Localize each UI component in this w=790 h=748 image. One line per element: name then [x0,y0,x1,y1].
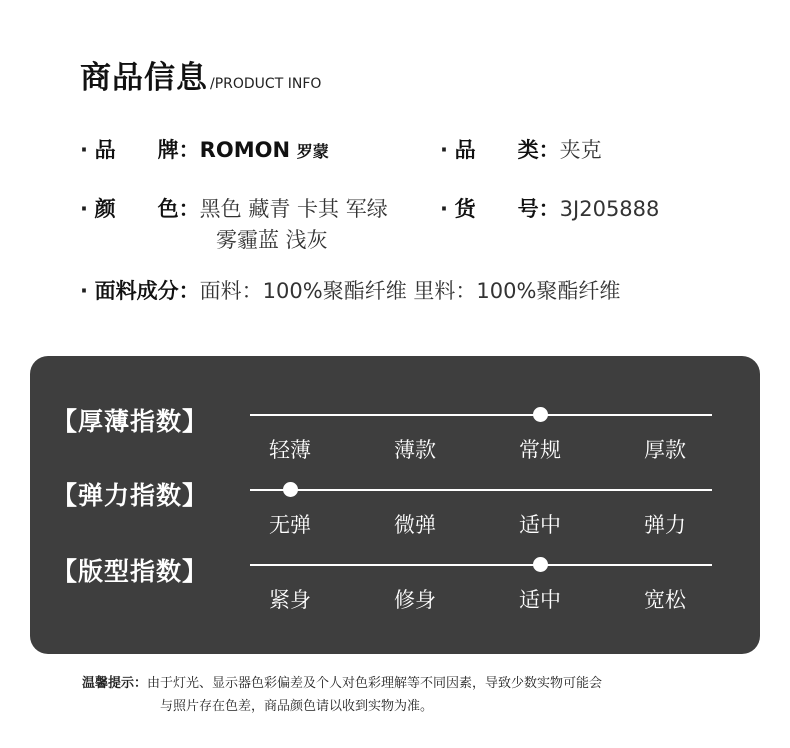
color-values-line2: 雾霾蓝 浅灰 [216,228,328,252]
fit-option: 紧身 [269,588,311,612]
fit-index-label: 【版型指数】 [52,557,209,586]
elasticity-option: 无弹 [269,513,311,537]
info-row-sku [440,195,659,223]
index-panel [30,356,760,654]
thickness-option: 厚款 [644,438,686,462]
info-row-brand [80,136,329,166]
bullet: · [80,279,88,303]
title-english: /PRODUCT INFO [210,76,322,92]
elasticity-option: 微弹 [394,513,436,537]
fit-option: 适中 [519,588,561,612]
thickness-index-label: 【厚薄指数】 [52,407,209,436]
fit-index-marker [533,557,548,572]
page-title [80,52,322,96]
info-row-color-cont [216,226,328,254]
brand-logo-text: ROMON [199,138,291,162]
color-label: 颜 色： [94,197,200,221]
sku-label: 货 号： [454,197,560,221]
thickness-index-marker [533,407,548,422]
fabric-label: 面料成分： [94,279,200,303]
sku-value: 3J205888 [559,197,660,221]
fabric-value: 面料：100%聚酯纤维 里料：100%聚酯纤维 [199,279,621,303]
fit-option: 修身 [394,588,436,612]
elasticity-index-marker [283,482,298,497]
thickness-option: 轻薄 [269,438,311,462]
thickness-index-track [250,414,712,416]
brand-label: 品 牌： [94,138,200,162]
elasticity-option: 适中 [519,513,561,537]
bullet: · [80,197,88,221]
info-row-color [80,195,388,223]
info-row-fabric [80,277,620,305]
disclaimer-note [82,672,602,718]
category-value: 夹克 [559,138,602,162]
note-line1: 由于灯光、显示器色彩偏差及个人对色彩理解等不同因素，导致少数实物可能会 [147,676,603,691]
thickness-option: 常规 [519,438,561,462]
info-row-category [440,136,602,164]
color-values-line1: 黑色 藏青 卡其 军绿 [199,197,388,221]
note-label: 温馨提示： [82,676,148,691]
elasticity-index-track [250,489,712,491]
brand-logo-chinese: 罗蒙 [296,142,329,161]
bullet: · [440,138,448,162]
fit-option: 宽松 [644,588,686,612]
bullet: · [80,138,88,162]
category-label: 品 类： [454,138,560,162]
fit-index-track [250,564,712,566]
bullet: · [440,197,448,221]
thickness-option: 薄款 [394,438,436,462]
elasticity-index-label: 【弹力指数】 [52,481,209,510]
title-chinese: 商品信息 [80,60,208,96]
note-line2: 与照片存在色差，商品颜色请以收到实物为准。 [160,699,434,714]
elasticity-option: 弹力 [644,513,686,537]
